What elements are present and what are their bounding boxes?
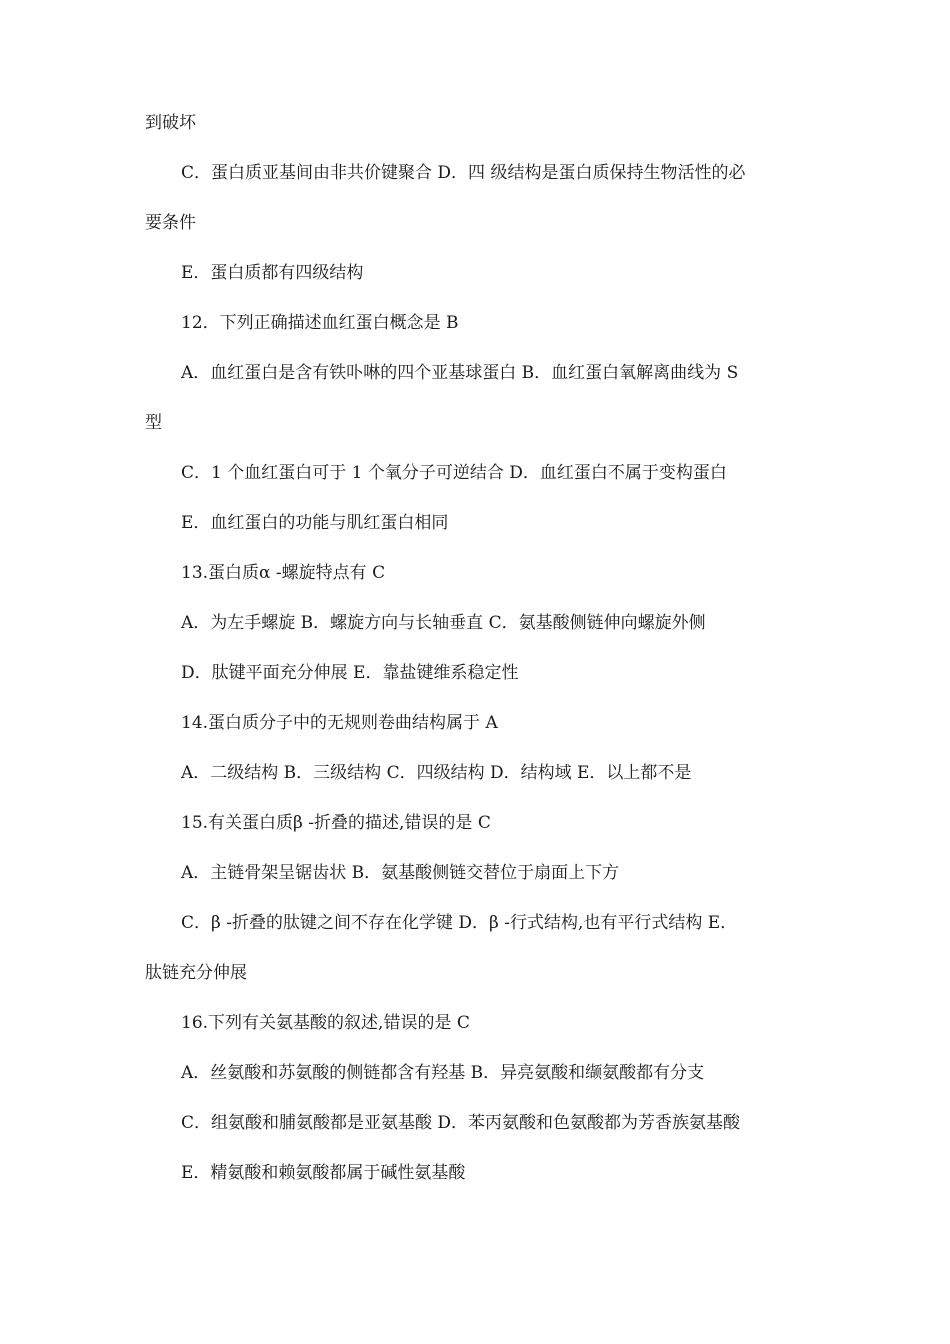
question-14: 14.蛋白质分子中的无规则卷曲结构属于 A [181, 713, 498, 733]
question-15: 15.有关蛋白质β -折叠的描述,错误的是 C [181, 813, 491, 833]
text-line-continuation: 肽链充分伸展 [145, 963, 247, 983]
option-line-q11-e: E．蛋白质都有四级结构 [181, 263, 364, 283]
option-line-q13-abc: A．为左手螺旋 B．螺旋方向与长轴垂直 C．氨基酸侧链伸向螺旋外侧 [181, 613, 706, 633]
text-line-continuation: 到破坏 [145, 113, 196, 133]
option-line-q12-e: E．血红蛋白的功能与肌红蛋白相同 [181, 513, 449, 533]
question-16: 16.下列有关氨基酸的叙述,错误的是 C [181, 1013, 470, 1033]
option-line-q14: A．二级结构 B．三级结构 C．四级结构 D．结构域 E．以上都不是 [181, 763, 692, 783]
option-line-q12-ab: A．血红蛋白是含有铁卟啉的四个亚基球蛋白 B．血红蛋白氧解离曲线为 S [181, 363, 739, 383]
text-line-continuation: 型 [145, 413, 162, 433]
option-line-q15-ab: A．主链骨架呈锯齿状 B．氨基酸侧链交替位于扇面上下方 [181, 863, 620, 883]
option-line-q12-cd: C．1 个血红蛋白可于 1 个氧分子可逆结合 D．血红蛋白不属于变构蛋白 [181, 463, 727, 483]
option-line-q13-de: D．肽键平面充分伸展 E．靠盐键维系稳定性 [181, 663, 519, 683]
question-13: 13.蛋白质α -螺旋特点有 C [181, 563, 386, 583]
option-line-q15-cde: C．β -折叠的肽键之间不存在化学键 D．β -行式结构,也有平行式结构 E． [181, 913, 738, 933]
text-line-continuation: 要条件 [145, 213, 196, 233]
question-12: 12．下列正确描述血红蛋白概念是 B [181, 313, 459, 333]
option-line-q16-cd: C．组氨酸和脯氨酸都是亚氨基酸 D．苯丙氨酸和色氨酸都为芳香族氨基酸 [181, 1113, 741, 1133]
option-line-q11-cd: C．蛋白质亚基间由非共价键聚合 D．四 级结构是蛋白质保持生物活性的必 [181, 163, 746, 183]
option-line-q16-e: E．精氨酸和赖氨酸都属于碱性氨基酸 [181, 1163, 466, 1183]
option-line-q16-ab: A．丝氨酸和苏氨酸的侧链都含有羟基 B．异亮氨酸和缬氨酸都有分支 [181, 1063, 705, 1083]
